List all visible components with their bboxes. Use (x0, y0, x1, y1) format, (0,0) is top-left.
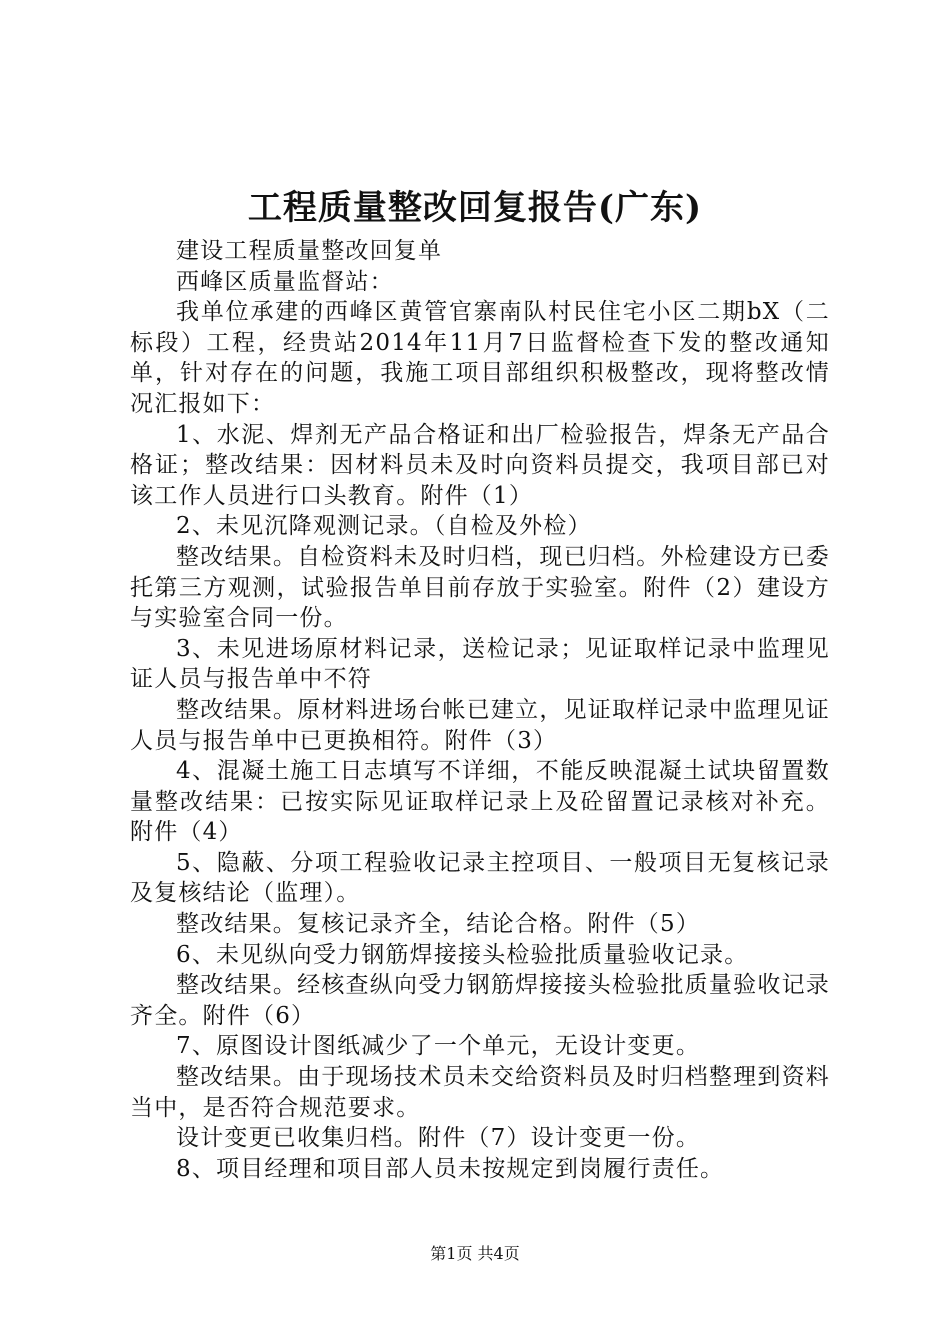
paragraph-item-2-result: 整改结果。自检资料未及时归档，现已归档。外检建设方已委托第三方观测，试验报告单目前存放于实验室。附件（2）建设方与实验室合同一份。 (130, 543, 830, 632)
document-body (130, 236, 830, 1184)
paragraph-addressee: 西峰区质量监督站： (176, 268, 394, 295)
paragraph-item-7-result: 整改结果。由于现场技术员未交给资料员及时归档整理到资料当中，是否符合规范要求。 (130, 1064, 830, 1121)
paragraph-heading: 建设工程质量整改回复单 (176, 238, 443, 264)
paragraph-item-2: 2、未见沉降观测记录。（自检及外检） (176, 513, 592, 540)
paragraph-item-7: 7、原图设计图纸减少了一个单元，无设计变更。 (176, 1033, 701, 1060)
paragraph-item-5-result: 整改结果。复核记录齐全，结论合格。附件（5） (176, 911, 701, 938)
page-number-footer: 第1页 共4页 (430, 1244, 520, 1263)
paragraph-item-4: 4、混凝土施工日志填写不详细，不能反映混凝土试块留置数量整改结果：已按实际见证取样记录上及砼留置记录核对补充。附件（4） (130, 758, 830, 846)
paragraph-item-1: 1、水泥、焊剂无产品合格证和出厂检验报告，焊条无产品合格证；整改结果：因材料员未及时向资料员提交，我项目部已对该工作人员进行口头教育。附件（1） (130, 421, 830, 509)
document-title: 工程质量整改回复报告(广东) (247, 188, 703, 228)
paragraph-item-3: 3、未见进场原材料记录，送检记录；见证取样记录中监理见证人员与报告单中不符 (130, 635, 830, 693)
paragraph-item-7-note: 设计变更已收集归档。附件（7）设计变更一份。 (176, 1125, 701, 1152)
paragraph-item-5: 5、隐蔽、分项工程验收记录主控项目、一般项目无复核记录及复核结论（监理）。 (130, 849, 830, 907)
paragraph-item-6: 6、未见纵向受力钢筋焊接接头检验批质量验收记录。 (176, 941, 749, 968)
paragraph-intro: 我单位承建的西峰区黄管官寨南队村民住宅小区二期bX（二标段）工程，经贵站2014年11月7日监督检查下发的整改通知单，针对存在的问题，我施工项目部组织积极整改，现将整改情况汇报如下： (130, 299, 830, 417)
paragraph-item-3-result: 整改结果。原材料进场台帐已建立，见证取样记录中监理见证人员与报告单中已更换相符。附件（3） (130, 696, 830, 754)
paragraph-item-6-result: 整改结果。经核查纵向受力钢筋焊接接头检验批质量验收记录齐全。附件（6） (130, 972, 830, 1029)
paragraph-item-8: 8、项目经理和项目部人员未按规定到岗履行责任。 (176, 1155, 725, 1182)
